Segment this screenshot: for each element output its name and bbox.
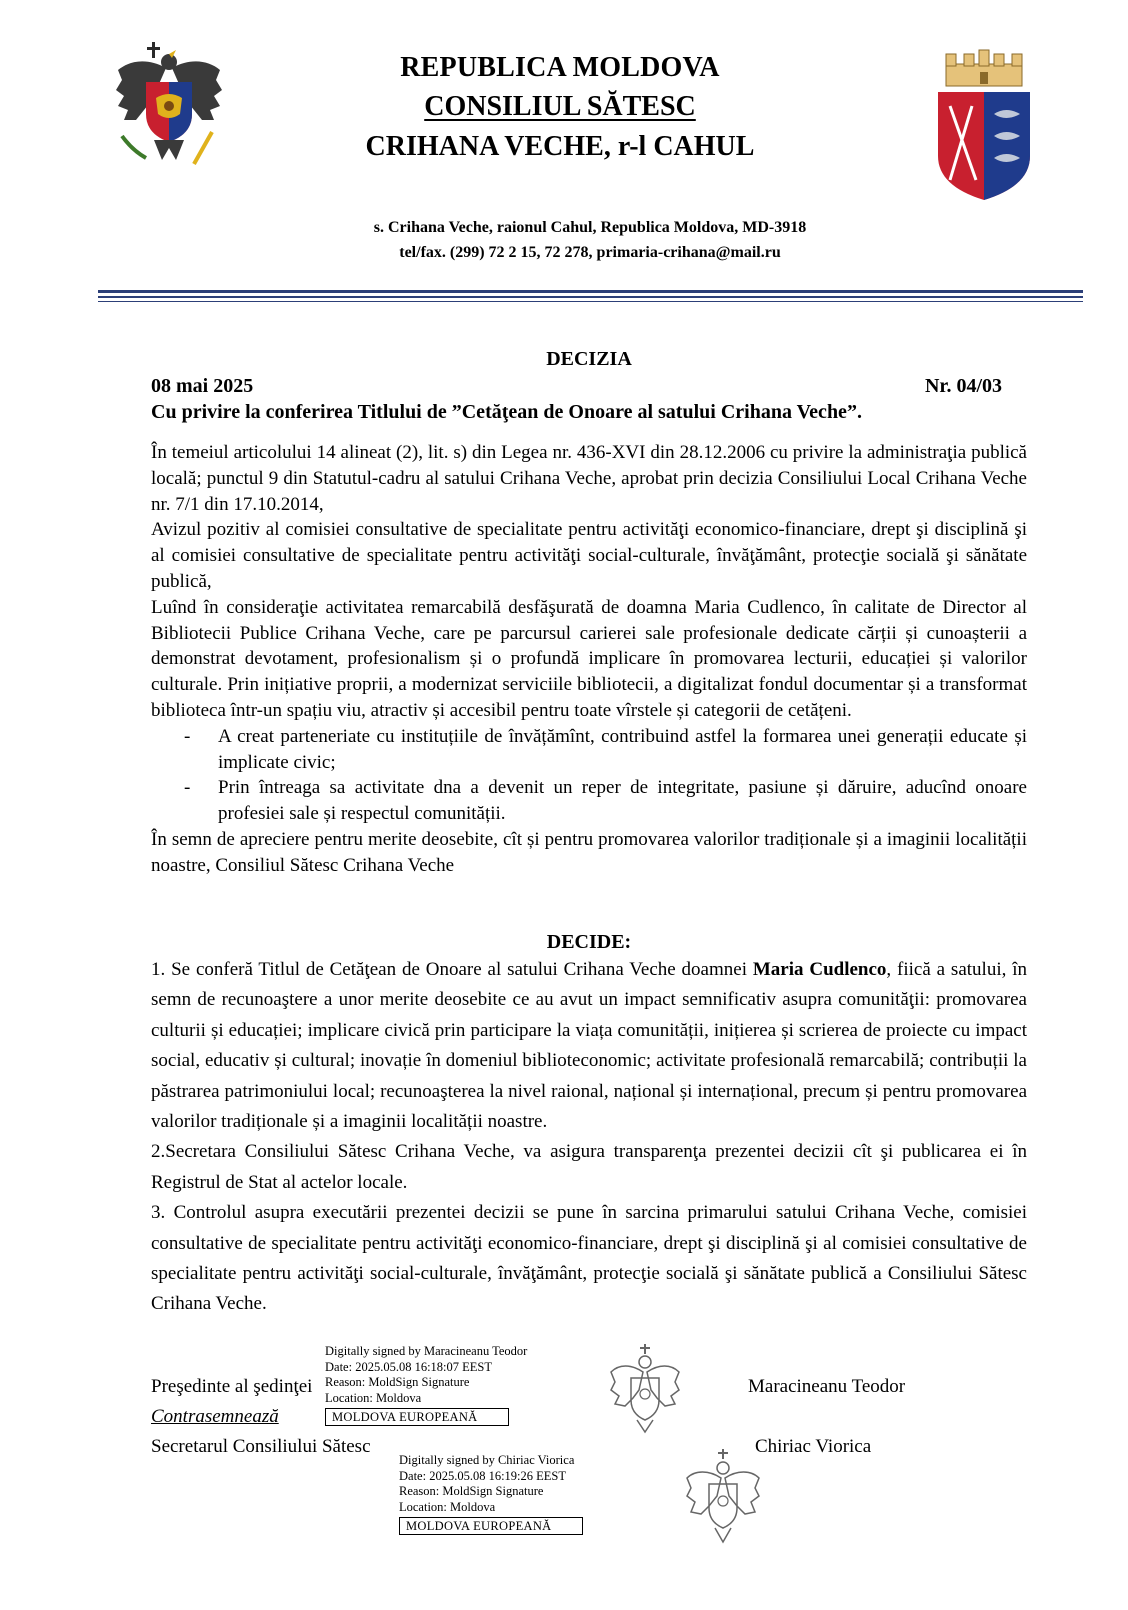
header-address: s. Crihana Veche, raionul Cahul, Republica Moldova, MD-3918 bbox=[373, 219, 807, 236]
bullet-text: Prin întreaga sa activitate dna a devenit un reper de integritate, pasiune și dăruire, aducînd onoare profesiei sale și respectul comunității. bbox=[218, 777, 1027, 825]
header-council: CONSILIUL SĂTESC bbox=[424, 91, 696, 122]
list-item bbox=[151, 724, 1027, 776]
stamp-reason: Reason: MoldSign Signature bbox=[399, 1484, 544, 1498]
chair-label: Preşedinte al şedinţei bbox=[151, 1376, 313, 1397]
stamp-box-label: MOLDOVA EUROPEANĂ bbox=[325, 1408, 509, 1426]
stamp-reason: Reason: MoldSign Signature bbox=[325, 1375, 470, 1389]
header-rule-bottom bbox=[98, 301, 1083, 302]
preamble-closing: În semn de apreciere pentru merite deosebite, cît și pentru promovarea valorilor tradiționale și a imaginii localității noastre, Consiliul Sătesc Crihana Veche bbox=[151, 828, 1027, 876]
header-country: REPUBLICA MOLDOVA bbox=[400, 52, 720, 83]
header-locality: CRIHANA VECHE, r-l CAHUL bbox=[365, 131, 755, 162]
stamp-box-label: MOLDOVA EUROPEANĂ bbox=[399, 1517, 583, 1535]
bullet-text: A creat parteneriate cu instituțiile de învățămînt, contribuind astfel la formarea unei generații educate și implicate civic; bbox=[218, 725, 1027, 773]
secretary-label: Secretarul Consiliului Sătesc bbox=[151, 1436, 371, 1457]
list-item bbox=[151, 775, 1027, 827]
header-rule-middle bbox=[98, 296, 1083, 298]
item1-intro: 1. Se conferă Titlul de Cetăţean de Onoare al satului Crihana Veche doamnei bbox=[151, 959, 753, 980]
stamp-signer: Digitally signed by Maracineanu Teodor bbox=[325, 1344, 528, 1358]
preamble-committee-opinion: Avizul pozitiv al comisiei consultative de specialitate pentru activităţi economico-financiare, drept şi disciplină şi al comisiei consultative de specialitate pentru activităţi social-culturale, învăţământ, protecţie socială şi sănătate publică, bbox=[151, 519, 1027, 592]
bullet-dash: - bbox=[184, 725, 191, 747]
decision-item-2: 2.Secretara Consiliului Sătesc Crihana Veche, va asigura transparenţa prezentei decizii cît şi publicarea ei în Registrul de Stat al actelor locale. bbox=[151, 1141, 1027, 1193]
signature-seal-icon bbox=[607, 1342, 683, 1436]
header-rule-top bbox=[98, 290, 1083, 293]
decision-subject: Cu privire la conferirea Titlului de ”Cetăţean de Onoare al satului Crihana Veche”. bbox=[151, 401, 862, 423]
countersign-label: Contrasemnează bbox=[151, 1406, 279, 1427]
preamble-considerations: Luînd în consideraţie activitatea remarcabilă desfăşurată de doamna Maria Cudlenco, în calitate de Director al Bibliotecii Publice Crihana Veche, care pe parcursul carierei sale profesionale dedicate cărții și cunoașterii a demonstrat devotament, profesionalism și o profundă implicare în promovarea lecturii, educației și valorilor culturale. Prin inițiative proprii, a modernizat serviciile bibliotecii, a digitalizat fondul documentar și a transformat biblioteca într-un spațiu viu, atractiv și accesibil pentru toate vîrstele și categorii de cetățeni. bbox=[151, 596, 1027, 721]
decision-item-3: 3. Controlul asupra executării prezentei decizii se pune în sarcina primarului satului Crihana Veche, comisiei consultative de specialitate pentru activităţi economico-financiare, drept şi disciplină şi al comisiei consultative de specialitate pentru activităţi social-culturale, învăţământ, protecţie socială şi sănătate publică a Consiliului Sătesc Crihana Veche. bbox=[151, 1202, 1027, 1315]
stamp-signer: Digitally signed by Chiriac Viorica bbox=[399, 1453, 575, 1467]
digital-signature-stamp-chair bbox=[325, 1344, 527, 1426]
chair-name: Maracineanu Teodor bbox=[748, 1376, 906, 1397]
decision-item-1 bbox=[151, 955, 1027, 1137]
moldova-coat-of-arms-icon bbox=[108, 40, 230, 178]
crihana-veche-coat-of-arms-icon bbox=[936, 46, 1032, 202]
secretary-name: Chiriac Viorica bbox=[755, 1436, 872, 1457]
header-contact: tel/fax. (299) 72 2 15, 72 278, primaria-crihana@mail.ru bbox=[399, 244, 781, 261]
decision-items bbox=[151, 955, 1027, 1320]
decide-heading: DECIDE: bbox=[546, 931, 632, 953]
stamp-date: Date: 2025.05.08 16:18:07 EEST bbox=[325, 1359, 492, 1374]
honoree-name: Maria Cudlenco bbox=[752, 959, 887, 980]
item1-rest: , fiică a satului, în semn de recunoaştere a unor merite deosebite ce au avut un impact semnificativ asupra comunităţii: promovarea culturii și educației; implicare civică prin participare la viața comunității, inițierea și scrierea de proiecte cu impact social, educativ și cultural; inovație în domeniul biblioteconomic; activitate profesională remarcabilă; contribuții la păstrarea patrimoniului local; recunoaşterea la nivel raional, național și internațional, precum și pentru promovarea valorilor tradiționale și a imaginii localității noastre. bbox=[151, 959, 1027, 1133]
decision-date: 08 mai 2025 bbox=[151, 375, 254, 397]
stamp-location: Location: Moldova bbox=[399, 1499, 496, 1514]
preamble-legal-basis: În temeiul articolului 14 alineat (2), lit. s) din Legea nr. 436-XVI din 28.12.2006 cu privire la administraţia publică locală; punctul 9 din Statutul-cadru al satului Crihana Veche, aprobat prin decizia Consiliului Local Crihana Veche nr. 7/1 din 17.10.2014, bbox=[151, 442, 1027, 515]
digital-signature-stamp-secretary bbox=[399, 1453, 583, 1535]
decision-number: Nr. 04/03 bbox=[924, 375, 1002, 397]
stamp-date: Date: 2025.05.08 16:19:26 EEST bbox=[399, 1468, 566, 1483]
preamble bbox=[151, 440, 1027, 879]
signature-seal-icon bbox=[683, 1446, 763, 1546]
stamp-location: Location: Moldova bbox=[325, 1390, 422, 1405]
bullet-dash: - bbox=[184, 777, 191, 799]
document-title: DECIZIA bbox=[546, 348, 632, 370]
